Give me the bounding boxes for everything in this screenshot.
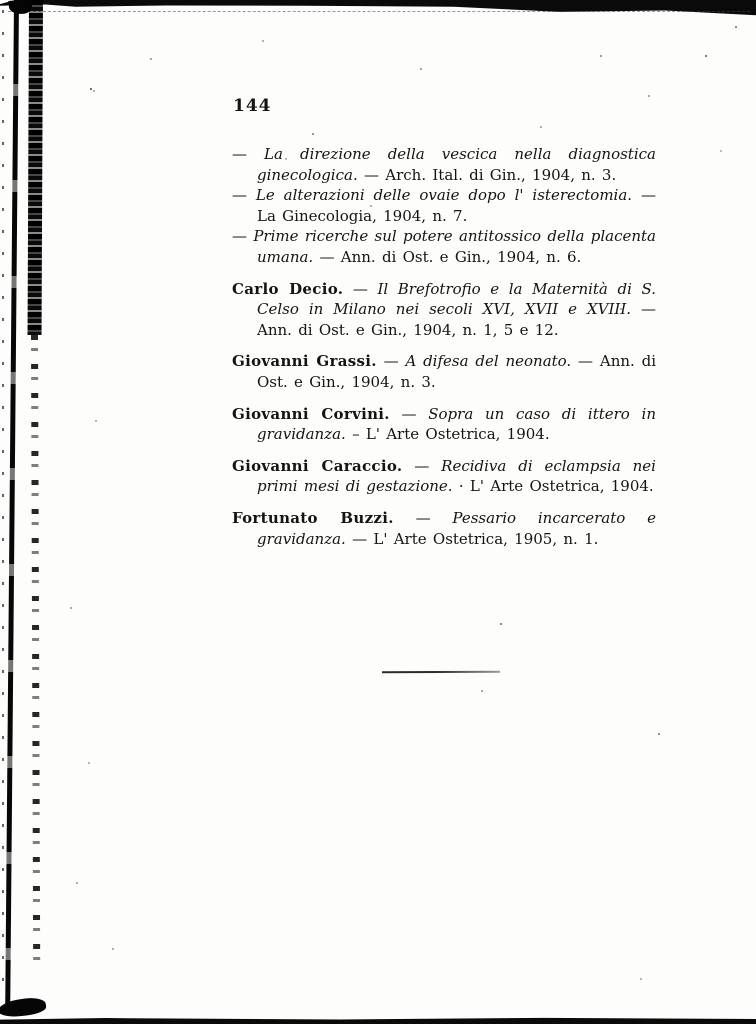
scan-gutter-band-top xyxy=(28,0,43,335)
author-name: Fortunato Buzzi. xyxy=(232,508,394,527)
scan-gutter-dots xyxy=(2,10,4,1000)
section-divider xyxy=(382,671,500,673)
entry-dash: — xyxy=(232,227,247,246)
bibliography-entry xyxy=(232,351,656,392)
reference: Ann. di Ost. e Gin., 1904, n. 1, 5 e 12. xyxy=(257,320,559,339)
separator-dash: — xyxy=(414,456,430,475)
bibliography-entry xyxy=(232,185,656,226)
separator-dash: — xyxy=(383,352,399,371)
work-title: A difesa del neonato. xyxy=(405,352,572,371)
reference: L' Arte Ostetrica, 1904. xyxy=(365,425,550,444)
separator-dash: — xyxy=(578,352,594,371)
separator-dash: — xyxy=(415,508,431,527)
author-name: Giovanni Corvini. xyxy=(232,404,390,423)
separator-dash: — xyxy=(319,247,335,266)
reference: Ann. di Ost. e Gin., 1904, n. 3. xyxy=(257,352,656,391)
reference: L' Arte Ostetrica, 1904. xyxy=(469,477,654,496)
bibliography-entry xyxy=(232,226,656,267)
bibliography-entry xyxy=(232,456,656,497)
scan-edge-bottom xyxy=(0,1015,756,1024)
author-name: Carlo Decio. xyxy=(232,279,344,298)
page-number: 144 xyxy=(233,96,272,116)
separator-dash: — xyxy=(352,529,368,548)
work-title: Sopra un caso di ittero in gravidanza. xyxy=(257,404,656,444)
work-title: Il Brefotrofio e la Maternità di S. Celso in Milano nei secoli XVI, XVII e XVIII. xyxy=(257,279,656,319)
separator-dot: · xyxy=(458,477,464,496)
reference: La Ginecologia, 1904, n. 7. xyxy=(257,206,468,225)
separator-dash: — xyxy=(401,404,417,423)
work-title: Recidiva di eclampsia nei primi mesi di gestazione. xyxy=(257,456,656,496)
scan-gutter-band-bottom xyxy=(31,335,40,960)
scan-speckles xyxy=(0,0,2,2)
bibliography-entry xyxy=(232,144,656,185)
scan-edge-top xyxy=(0,0,756,16)
reference: Arch. Ital. di Gin., 1904, n. 3. xyxy=(385,165,617,184)
separator-dash: — xyxy=(364,165,379,184)
author-name: Giovanni Grassi. xyxy=(232,352,377,371)
bibliography-entry xyxy=(232,404,656,445)
scan-dotted-line xyxy=(8,11,750,12)
entry-dash: — xyxy=(232,186,247,205)
bibliography-list xyxy=(232,144,656,549)
scan-gutter-line xyxy=(5,0,19,1014)
entry-dash: — xyxy=(232,145,247,163)
author-name: Giovanni Caraccio. xyxy=(232,456,403,475)
bibliography-entry xyxy=(232,508,656,549)
reference: L' Arte Ostetrica, 1905, n. 1. xyxy=(373,529,599,548)
bibliography-entry xyxy=(232,279,656,341)
separator-dash: — xyxy=(352,279,368,298)
work-title: Prime ricerche sul potere antitossico della placenta umana. xyxy=(253,227,656,266)
work-title: Le alterazioni delle ovaie dopo l' isterectomia. xyxy=(255,186,633,205)
separator-dash: – xyxy=(352,425,360,444)
separator-dash: — xyxy=(641,186,656,205)
separator-dash: — xyxy=(641,300,656,319)
work-title: La direzione della vescica nella diagnostica ginecologica. xyxy=(257,145,656,184)
reference: Ann. di Ost. e Gin., 1904, n. 6. xyxy=(340,247,582,266)
work-title: Pessario incarcerato e gravidanza. xyxy=(257,508,656,548)
